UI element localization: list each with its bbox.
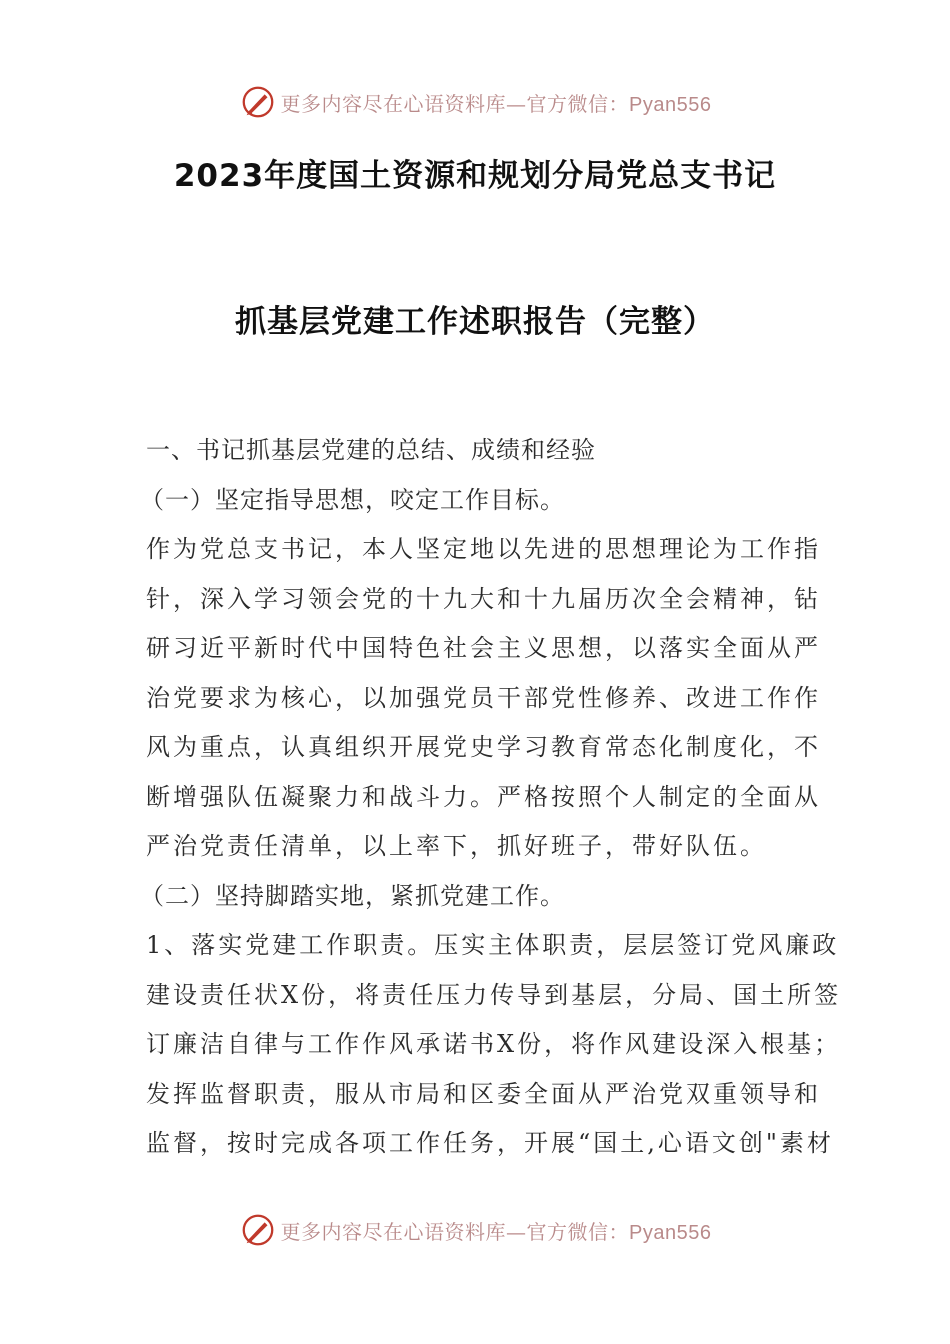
- pen-logo-icon: [239, 1211, 277, 1249]
- watermark-text: 更多内容尽在心语资料库—官方微信：Pyan556: [280, 91, 712, 116]
- paragraph-line: 1、落实党建工作职责。压实主体职责，层层签订党风廉政: [146, 931, 840, 959]
- document-title-line-2: 抓基层党建工作述职报告（完整）: [235, 304, 715, 340]
- paragraph-line: 严治党责任清单，以上率下，抓好班子，带好队伍。: [146, 832, 767, 860]
- subsection-heading: （二）坚持脚踏实地，紧抓党建工作。: [140, 881, 565, 910]
- paragraph-line: 作为党总支书记，本人坚定地以先进的思想理论为工作指: [146, 535, 821, 563]
- footer-watermark-banner: [0, 1210, 950, 1250]
- paragraph-line: 风为重点，认真组织开展党史学习教育常态化制度化，不: [146, 733, 821, 761]
- section-heading: 一、书记抓基层党建的总结、成绩和经验: [146, 436, 596, 464]
- subsection-heading: （一）坚定指导思想，咬定工作目标。: [140, 485, 565, 514]
- paragraph-line: 发挥监督职责，服从市局和区委全面从严治党双重领导和: [146, 1079, 821, 1108]
- pen-logo-icon: [239, 83, 277, 121]
- header-watermark-banner: [0, 82, 950, 122]
- paragraph-line: 研习近平新时代中国特色社会主义思想，以落实全面从严: [146, 634, 821, 662]
- paragraph-line: 断增强队伍凝聚力和战斗力。严格按照个人制定的全面从: [146, 782, 821, 811]
- paragraph-line: 监督，按时完成各项工作任务，开展“国土,心语文创"素材: [146, 1129, 834, 1157]
- paragraph-line: 治党要求为核心，以加强党员干部党性修养、改进工作作: [146, 683, 821, 712]
- paragraph-line: 针，深入学习领会党的十九大和十九届历次全会精神，钻: [146, 584, 821, 613]
- paragraph-line: 订廉洁自律与工作作风承诺书X份，将作风建设深入根基；: [146, 1030, 842, 1058]
- document-body: [140, 428, 842, 1171]
- watermark-text: 更多内容尽在心语资料库—官方微信：Pyan556: [280, 1219, 712, 1244]
- document-title-line-1: 2023年度国土资源和规划分局党总支书记: [173, 158, 777, 194]
- paragraph-line: 建设责任状X份，将责任压力传导到基层，分局、国土所签: [146, 980, 842, 1009]
